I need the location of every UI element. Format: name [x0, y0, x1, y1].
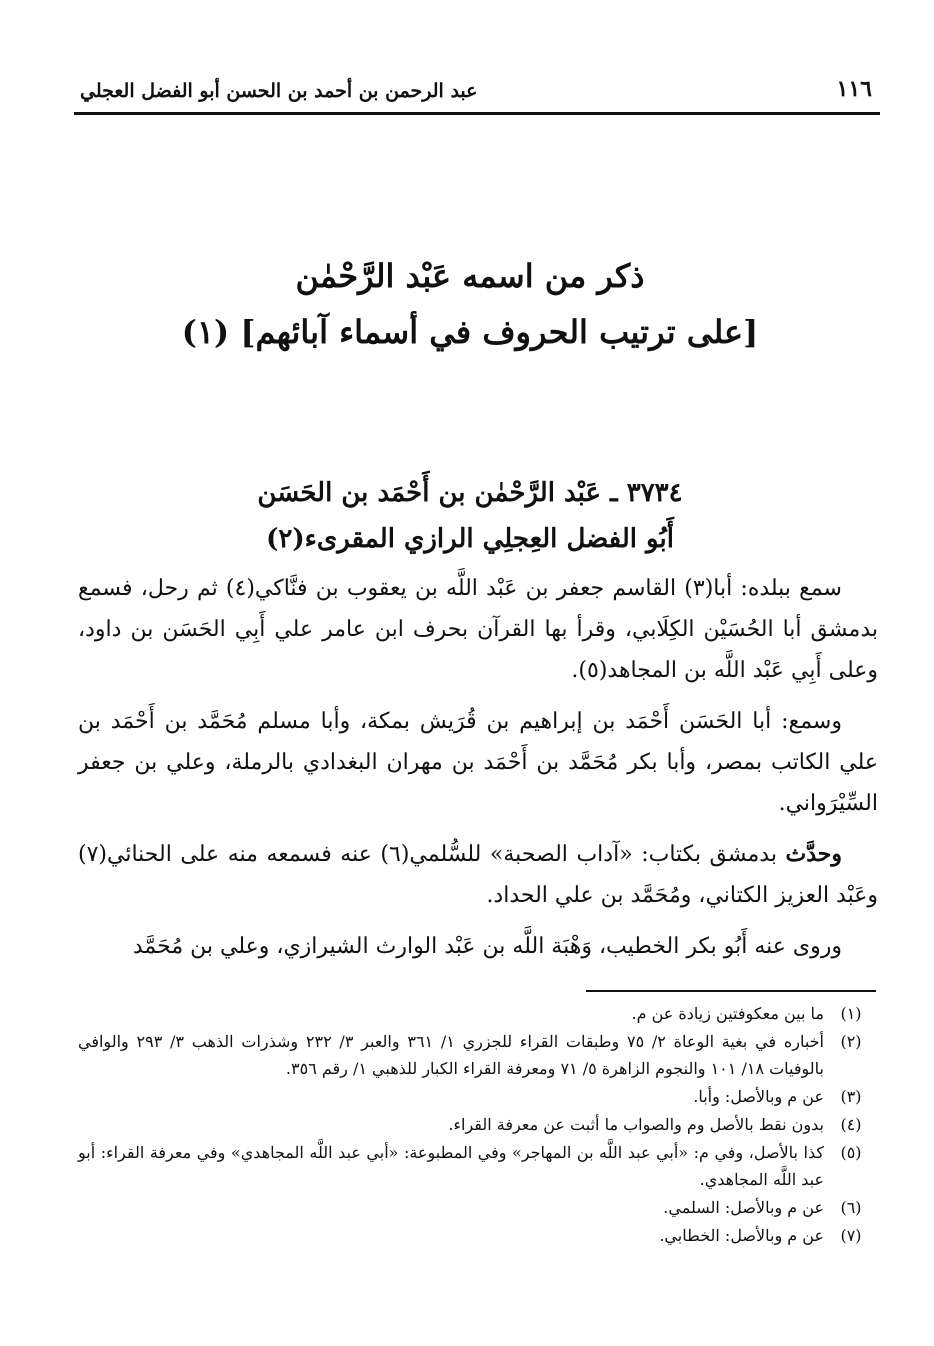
- footnote-number: (٣): [840, 1087, 862, 1106]
- footnote: [78, 1028, 878, 1082]
- footnote-text: عن م وبالأصل: السلمي.: [663, 1198, 824, 1217]
- footnote-divider: [586, 990, 876, 992]
- page-number: ١١٦: [836, 76, 872, 102]
- footnote-number: (٧): [840, 1226, 862, 1245]
- footnote-text: بدون نقط بالأصل وم والصواب ما أثبت عن معرفة القراء.: [448, 1115, 824, 1134]
- footnote-text: عن م وبالأصل: الخطابي.: [659, 1226, 824, 1245]
- footnote: [78, 1194, 878, 1221]
- body-text: [78, 568, 878, 977]
- footnote: [78, 1083, 878, 1110]
- footnote-text: ما بين معكوفتين زيادة عن م.: [631, 1004, 824, 1023]
- entry-heading-line-2: أَبُو الفضل العِجلِي الرازي المقرىء(٢): [266, 524, 674, 554]
- section-heading: [150, 248, 790, 360]
- paragraph-text: سمع ببلده: أبا(٣) القاسم جعفر بن عَبْد اللَّه بن يعقوب بن فنَّاكي(٤) ثم رحل، فسمع بدمشق أبا الحُسَيْن الكِلَابي، وقرأ بها القرآن بحرف ابن عامر علي أَبِي الحَسَن بن داود، وعلى أَبِي عَبْد اللَّه بن المجاهد(٥).: [78, 576, 878, 683]
- paragraph: [78, 926, 878, 967]
- footnote-number: (٤): [840, 1115, 862, 1134]
- paragraph: [78, 701, 878, 824]
- section-heading-line-1: ذكر من اسمه عَبْد الرَّحْمٰن: [295, 257, 645, 295]
- running-header: [74, 72, 880, 115]
- footnote-number: (٢): [840, 1032, 862, 1051]
- footnotes: [78, 1000, 878, 1250]
- footnote-text: أخباره في بغية الوعاة ٢/ ٧٥ وطبقات القراء للجزري ١/ ٣٦١ والعبر ٣/ ٢٣٢ وشذرات الذهب ٣/ ٢٩٣ والوافي بالوفيات ١٨/ ١٠١ والنجوم الزاهرة ٥/ ٧١ ومعرفة القراء الكبار للذهبي ١/ رقم ٣٥٦.: [78, 1032, 824, 1078]
- footnote-number: (١): [840, 1004, 862, 1023]
- footnote-text: كذا بالأصل، وفي م: «أبي عبد اللَّه بن المهاجر» وفي المطبوعة: «أبي عبد اللَّه المجاهدي» وفي معرفة القراء: أبو عبد اللَّه المجاهدي.: [78, 1143, 824, 1189]
- paragraph: [78, 834, 878, 916]
- footnote: [78, 1111, 878, 1138]
- footnote: [78, 1139, 878, 1193]
- paragraph-text: وسمع: أبا الحَسَن أَحْمَد بن إبراهيم بن قُرَيش بمكة، وأبا مسلم مُحَمَّد بن أَحْمَد بن علي الكاتب بمصر، وأبا بكر مُحَمَّد بن أَحْمَد بن مهران البغدادي بالرملة، وعلي بن جعفر السِّيْرَواني.: [78, 709, 878, 816]
- paragraph-lead-word: وحدَّث: [785, 841, 842, 867]
- footnote-text: عن م وبالأصل: وأبا.: [693, 1087, 824, 1106]
- paragraph: [78, 568, 878, 691]
- paragraph-text: بدمشق بكتاب: «آداب الصحبة» للسُّلمي(٦) عنه فسمعه منه على الحنائي(٧) وعَبْد العزيز الكتاني، ومُحَمَّد بن علي الحداد.: [78, 842, 878, 908]
- paragraph-text: وروى عنه أَبُو بكر الخطيب، وَهْبَة اللَّه بن عَبْد الوارث الشيرازي، وعلي بن مُحَمَّد: [132, 934, 842, 959]
- running-title: عبد الرحمن بن أحمد بن الحسن أبو الفضل العجلي: [80, 80, 478, 102]
- entry-heading: [150, 470, 790, 562]
- footnote: [78, 1222, 878, 1249]
- footnote: [78, 1000, 878, 1027]
- footnote-number: (٦): [840, 1198, 862, 1217]
- entry-heading-line-1: ٣٧٣٤ ـ عَبْد الرَّحْمٰن بن أَحْمَد بن الحَسَن: [257, 478, 683, 508]
- footnote-number: (٥): [840, 1143, 862, 1162]
- section-heading-line-2: [على ترتيب الحروف في أسماء آبائهم] (١): [181, 313, 759, 351]
